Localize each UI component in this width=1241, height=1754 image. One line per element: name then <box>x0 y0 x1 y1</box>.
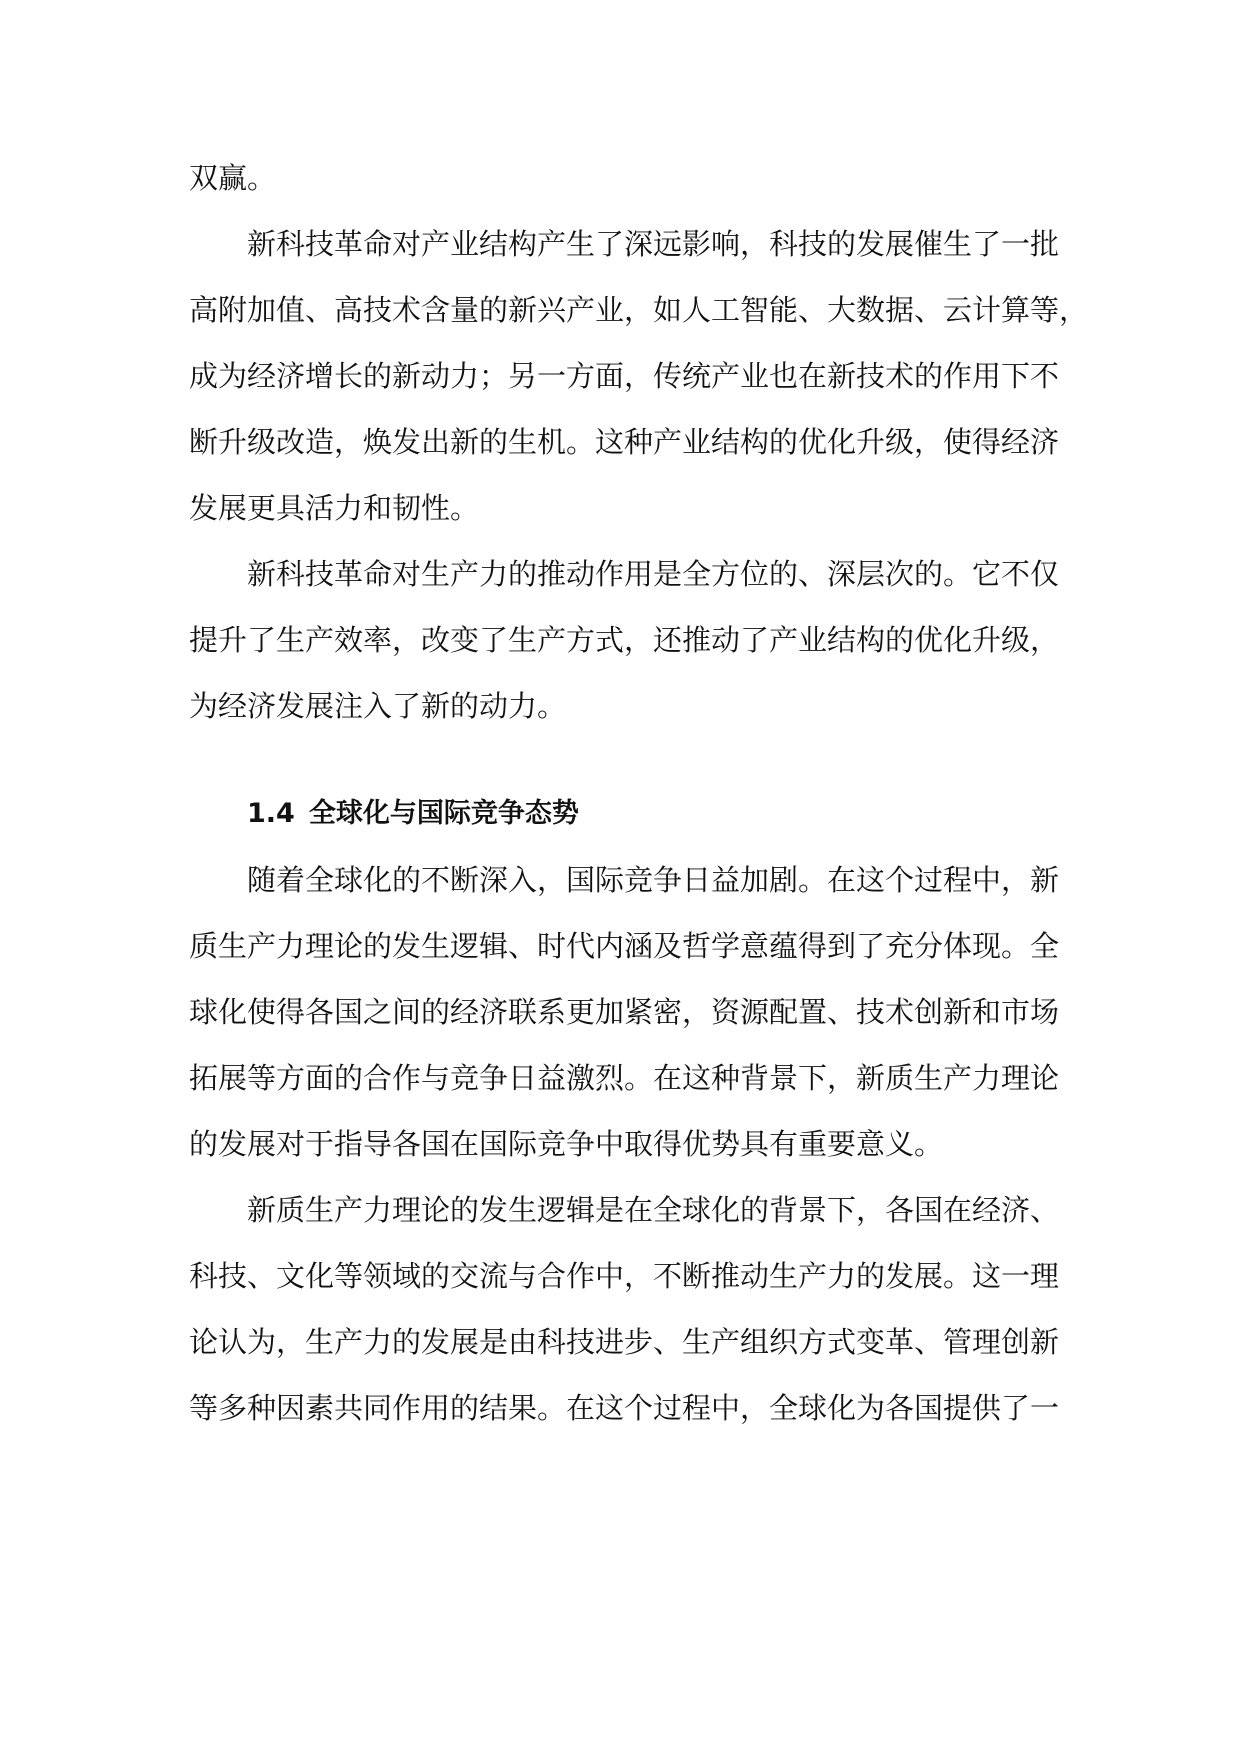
section-spacer <box>189 739 1059 781</box>
paragraph-line: 成为经济增长的新动力；另一方面，传统产业也在新技术的作用下不 <box>189 359 1060 393</box>
section-heading <box>189 781 1059 847</box>
paragraph-line: 发展更具活力和韧性。 <box>189 491 480 525</box>
paragraph-line: 科技、文化等领域的交流与合作中，不断推动生产力的发展。这一理 <box>189 1259 1060 1293</box>
paragraph-line: 质生产力理论的发生逻辑、时代内涵及哲学意蕴得到了充分体现。全 <box>189 929 1060 963</box>
paragraph-line: 高附加值、高技术含量的新兴产业，如人工智能、大数据、云计算等， <box>189 293 1089 327</box>
section-number: 1.4 <box>247 798 295 829</box>
paragraph-line: 新科技革命对产业结构产生了深远影响，科技的发展催生了一批 <box>247 227 1060 261</box>
section-title: 全球化与国际竞争态势 <box>308 798 579 829</box>
document-page <box>189 145 1089 1441</box>
paragraph-line: 新质生产力理论的发生逻辑是在全球化的背景下，各国在经济、 <box>247 1193 1060 1227</box>
paragraph-line: 拓展等方面的合作与竞争日益激烈。在这种背景下，新质生产力理论 <box>189 1061 1060 1095</box>
paragraph-line: 的发展对于指导各国在国际竞争中取得优势具有重要意义。 <box>189 1127 944 1161</box>
paragraph-line: 球化使得各国之间的经济联系更加紧密，资源配置、技术创新和市场 <box>189 995 1060 1029</box>
paragraph-line: 双赢。 <box>189 161 277 195</box>
paragraph-line: 新科技革命对生产力的推动作用是全方位的、深层次的。它不仅 <box>247 557 1060 591</box>
paragraph-line: 为经济发展注入了新的动力。 <box>189 689 567 723</box>
paragraph-line: 提升了生产效率，改变了生产方式，还推动了产业结构的优化升级， <box>189 623 1060 657</box>
paragraph-line: 论认为，生产力的发展是由科技进步、生产组织方式变革、管理创新 <box>189 1325 1060 1359</box>
paragraph-line: 等多种因素共同作用的结果。在这个过程中，全球化为各国提供了一 <box>189 1391 1060 1425</box>
paragraph-line: 随着全球化的不断深入，国际竞争日益加剧。在这个过程中，新 <box>247 863 1060 897</box>
paragraph-line: 断升级改造，焕发出新的生机。这种产业结构的优化升级，使得经济 <box>189 425 1060 459</box>
